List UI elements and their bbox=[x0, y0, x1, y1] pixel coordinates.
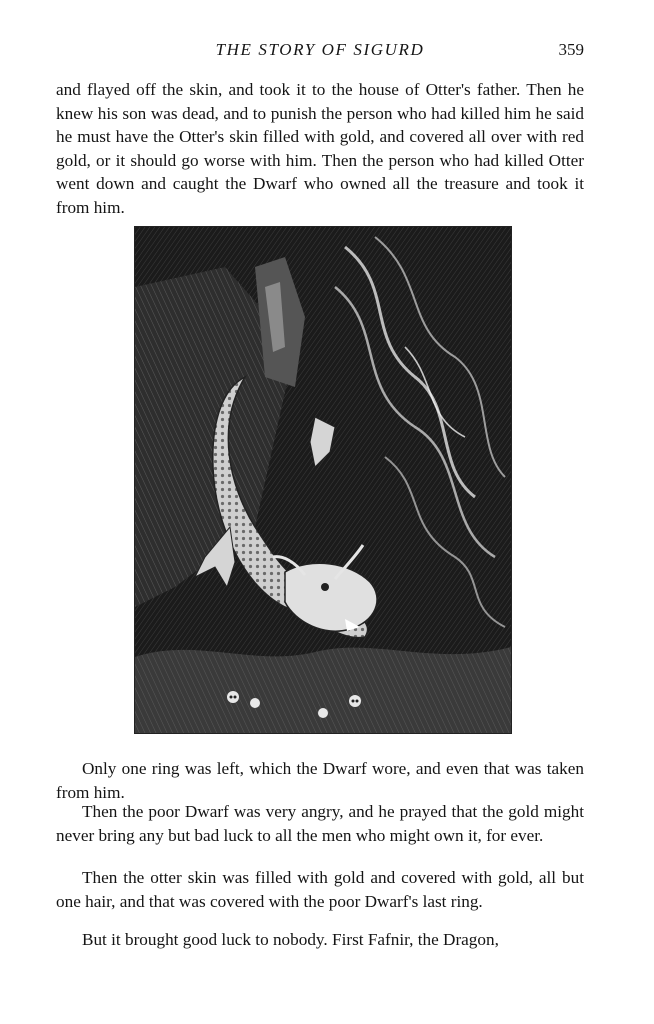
dragon-engraving-icon bbox=[135, 227, 511, 733]
paragraph-ring: Only one ring was left, which the Dwarf wore, and even that was taken from him. bbox=[56, 759, 584, 802]
page-number: 359 bbox=[558, 40, 584, 59]
running-head bbox=[56, 38, 584, 62]
running-title: THE STORY OF SIGURD bbox=[215, 40, 425, 59]
top-paragraph: and flayed off the skin, and took it to the house of Otter's father. Then he knew his son was dead, and to punish the person who had killed him he said he must have the Otter's skin filled with gold, and covered all over with red gold, or it should go worse with him. Then the person who had killed Otter went down and caught the Dwarf who owned all the treasure and took it from him. bbox=[56, 80, 584, 217]
paragraph-dwarf-curse: Then the poor Dwarf was very angry, and he prayed that the gold might never bring any but bad luck to all the men who might own it, for ever. bbox=[56, 802, 584, 845]
paragraph-otter-skin: Then the otter skin was filled with gold and covered with gold, all but one hair, and that was covered with the poor Dwarf's last ring. bbox=[56, 868, 584, 911]
dragon-illustration bbox=[134, 226, 512, 734]
paragraph-fafnir: But it brought good luck to nobody. First Fafnir, the Dragon, bbox=[82, 930, 499, 949]
